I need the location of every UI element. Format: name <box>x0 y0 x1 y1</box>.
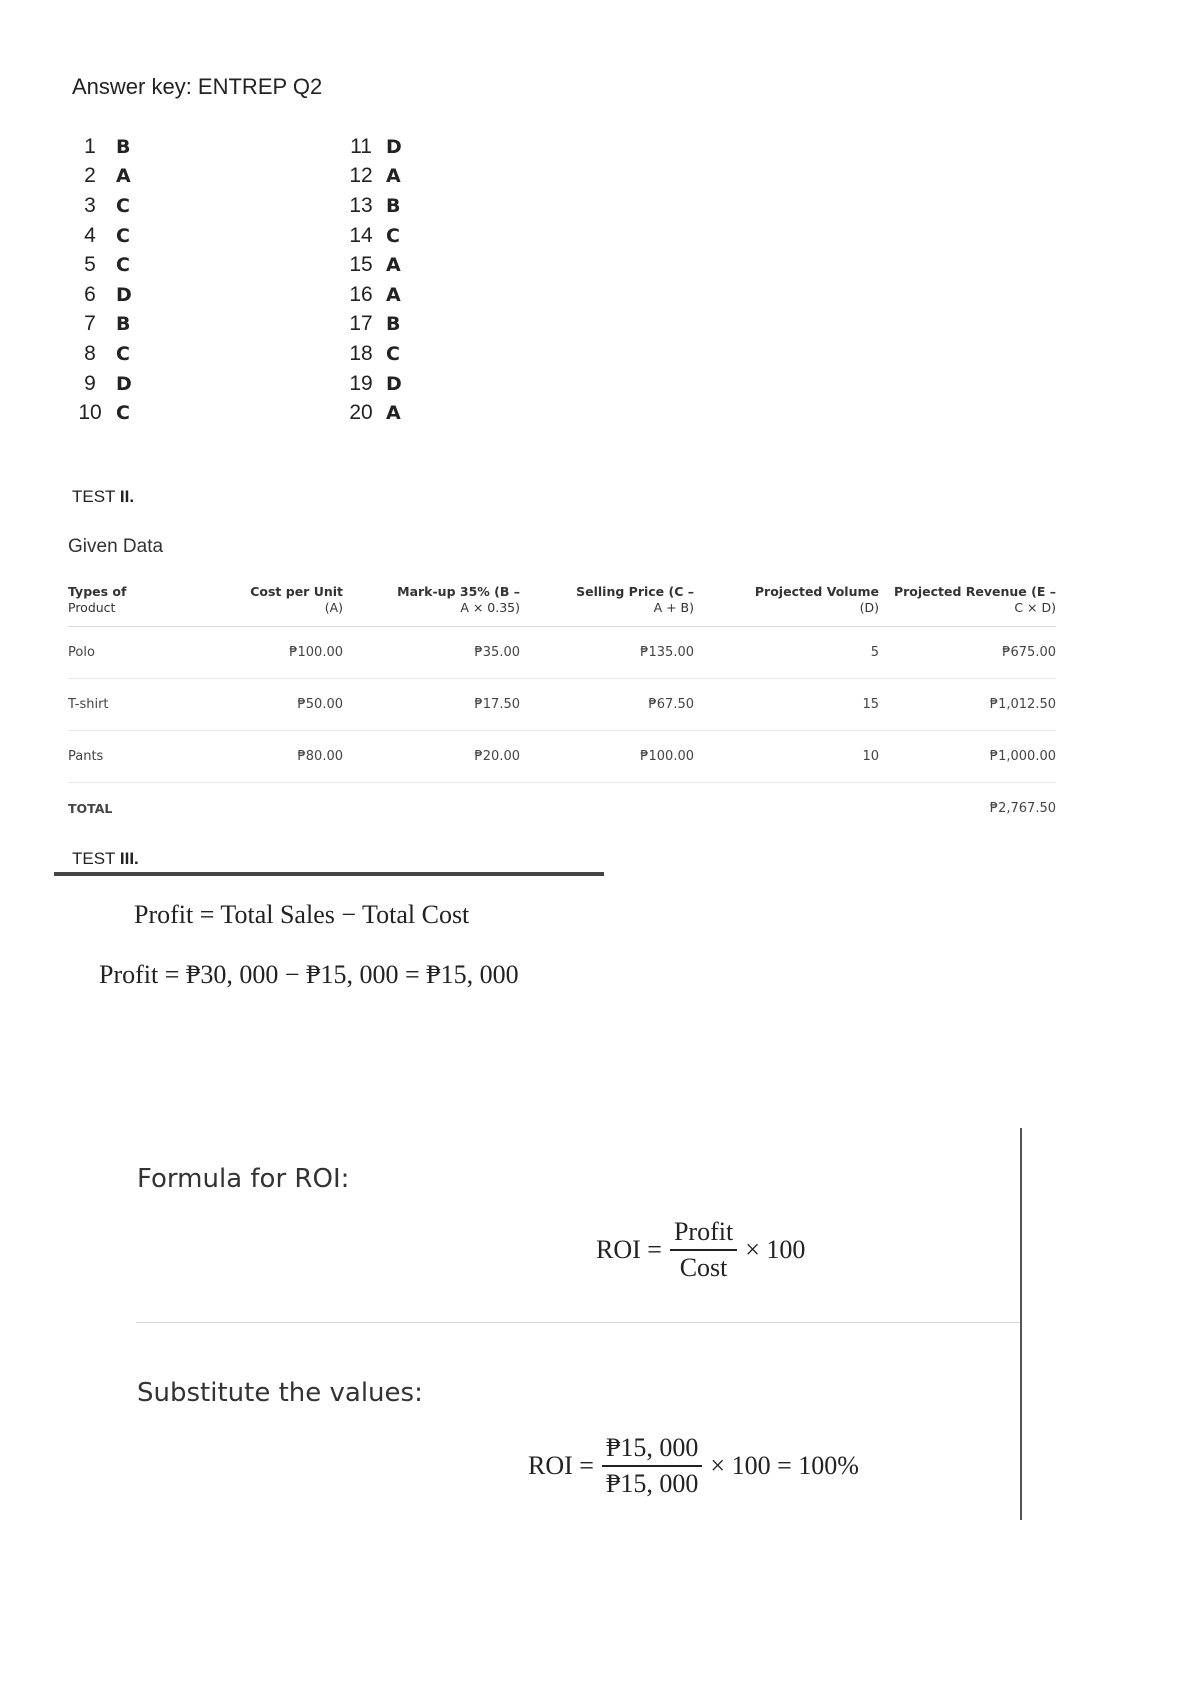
roi-numerator: ₱15, 000 <box>602 1433 702 1467</box>
table-cell: ₱1,000.00 <box>989 749 1056 764</box>
answer-row <box>64 369 146 399</box>
answer-letter: B <box>386 194 401 217</box>
roi-denominator: ₱15, 000 <box>605 1469 699 1498</box>
table-row <box>68 627 1056 679</box>
table-cell: ₱135.00 <box>640 645 694 660</box>
question-number: 20 <box>349 401 373 425</box>
roi-fraction <box>670 1217 737 1283</box>
question-number: 15 <box>349 253 373 277</box>
question-number: 19 <box>349 371 373 395</box>
question-number: 18 <box>349 341 373 365</box>
answer-row <box>336 162 416 192</box>
answer-letter: C <box>116 224 130 247</box>
question-number: 13 <box>349 193 373 217</box>
roi-fraction <box>602 1433 702 1499</box>
test-3-heading-prefix: TEST <box>72 849 120 868</box>
answer-letter: A <box>386 283 401 306</box>
question-number: 2 <box>84 164 96 188</box>
table-row <box>68 731 1056 783</box>
question-number: 14 <box>349 223 373 247</box>
answer-key-left-column <box>64 132 146 428</box>
test-3-heading-roman: III. <box>119 849 139 868</box>
table-cell: 15 <box>862 697 879 712</box>
answer-letter: C <box>116 342 130 365</box>
question-number: 8 <box>84 341 96 365</box>
question-number: 4 <box>84 223 96 247</box>
answer-row <box>336 191 416 221</box>
profit-formula: Profit = Total Sales − Total Cost <box>134 900 470 929</box>
answer-letter: B <box>386 313 401 336</box>
test-2-heading <box>72 487 134 507</box>
answer-row <box>64 398 146 428</box>
profit-calculation: Profit = ₱30, 000 − ₱15, 000 = ₱15, 000 <box>99 960 519 989</box>
answer-letter: B <box>116 313 131 336</box>
test-2-heading-roman: II. <box>119 487 135 506</box>
table-cell: ₱675.00 <box>1002 645 1056 660</box>
table-cell: ₱50.00 <box>297 697 343 712</box>
answer-letter: A <box>386 165 401 188</box>
roi-formula-heading: Formula for ROI: <box>137 1164 350 1194</box>
answer-letter: D <box>386 372 402 395</box>
table-cell: Pants <box>68 749 104 764</box>
question-number: 11 <box>350 134 372 158</box>
answer-letter: C <box>386 224 400 247</box>
answer-row <box>336 132 416 162</box>
question-number: 3 <box>84 193 96 217</box>
column-header-cost: Cost per Unit (A) <box>250 584 343 615</box>
answer-letter: C <box>116 194 130 217</box>
table-cell: ₱17.50 <box>474 697 520 712</box>
table-row <box>68 679 1056 731</box>
answer-row <box>64 191 146 221</box>
question-number: 10 <box>78 401 102 425</box>
question-number: 5 <box>84 253 96 277</box>
document-title: Answer key: ENTREP Q2 <box>72 74 323 99</box>
answer-letter: C <box>386 342 400 365</box>
roi-lhs: ROI = <box>528 1451 594 1480</box>
substitute-heading: Substitute the values: <box>137 1378 423 1408</box>
answer-row <box>64 280 146 310</box>
answer-row <box>336 221 416 251</box>
table-cell: ₱100.00 <box>640 749 694 764</box>
test-2-heading-prefix: TEST <box>72 487 120 506</box>
table-cell: ₱35.00 <box>474 645 520 660</box>
answer-row <box>336 250 416 280</box>
question-number: 7 <box>84 312 96 336</box>
table-cell: ₱20.00 <box>474 749 520 764</box>
answer-row <box>336 310 416 340</box>
answer-row <box>64 339 146 369</box>
answer-row <box>64 162 146 192</box>
answer-row <box>336 369 416 399</box>
table-header-row <box>68 574 1056 627</box>
roi-result: × 100 = 100% <box>710 1451 859 1480</box>
table-cell: Polo <box>68 645 95 660</box>
table-cell: ₱1,012.50 <box>989 697 1056 712</box>
question-number: 9 <box>84 371 96 395</box>
column-header-volume: Projected Volume (D) <box>754 584 879 615</box>
question-number: 16 <box>349 282 373 306</box>
table-cell: 5 <box>870 645 879 660</box>
answer-letter: C <box>116 254 130 277</box>
answer-row <box>64 250 146 280</box>
table-cell: ₱80.00 <box>297 749 343 764</box>
column-header-markup: Mark-up 35% (B – A × 0.35) <box>397 584 520 615</box>
test-3-heading <box>72 849 139 869</box>
answer-key-right-column <box>336 132 416 428</box>
answer-letter: A <box>386 254 401 277</box>
question-number: 6 <box>84 282 96 306</box>
answer-letter: A <box>116 165 131 188</box>
roi-lhs: ROI = <box>596 1235 662 1264</box>
answer-letter: B <box>116 135 131 158</box>
question-number: 12 <box>349 164 373 188</box>
table-cell: T-shirt <box>68 697 109 712</box>
answer-row <box>64 310 146 340</box>
question-number: 17 <box>349 312 373 336</box>
answer-letter: D <box>386 135 402 158</box>
answer-letter: D <box>116 372 132 395</box>
total-label: TOTAL <box>68 801 113 816</box>
column-header-revenue: Projected Revenue (E – C × D) <box>893 584 1056 615</box>
answer-row <box>64 221 146 251</box>
answer-letter: C <box>116 402 130 425</box>
given-data-table <box>68 574 1056 834</box>
answer-row <box>336 339 416 369</box>
answer-row <box>336 280 416 310</box>
section-divider <box>54 872 604 876</box>
horizontal-divider <box>136 1322 1020 1323</box>
table-cell: 10 <box>862 749 879 764</box>
given-data-title: Given Data <box>68 536 164 557</box>
table-total-row <box>68 783 1056 834</box>
answer-letter: D <box>116 283 132 306</box>
answer-row <box>64 132 146 162</box>
roi-formula <box>596 1217 805 1283</box>
column-header-selling-price: Selling Price (C – A + B) <box>576 584 694 615</box>
table-cell: ₱67.50 <box>648 697 694 712</box>
roi-numerator: Profit <box>670 1217 737 1251</box>
total-value: ₱2,767.50 <box>989 801 1056 816</box>
question-number: 1 <box>84 134 96 158</box>
answer-letter: A <box>386 402 401 425</box>
answer-row <box>336 398 416 428</box>
roi-denominator: Cost <box>679 1253 728 1282</box>
column-header-product: Types of Product <box>68 584 127 615</box>
table-cell: ₱100.00 <box>289 645 343 660</box>
vertical-rule <box>1020 1128 1022 1520</box>
roi-substitution <box>528 1433 859 1499</box>
roi-multiplier: × 100 <box>745 1235 806 1264</box>
